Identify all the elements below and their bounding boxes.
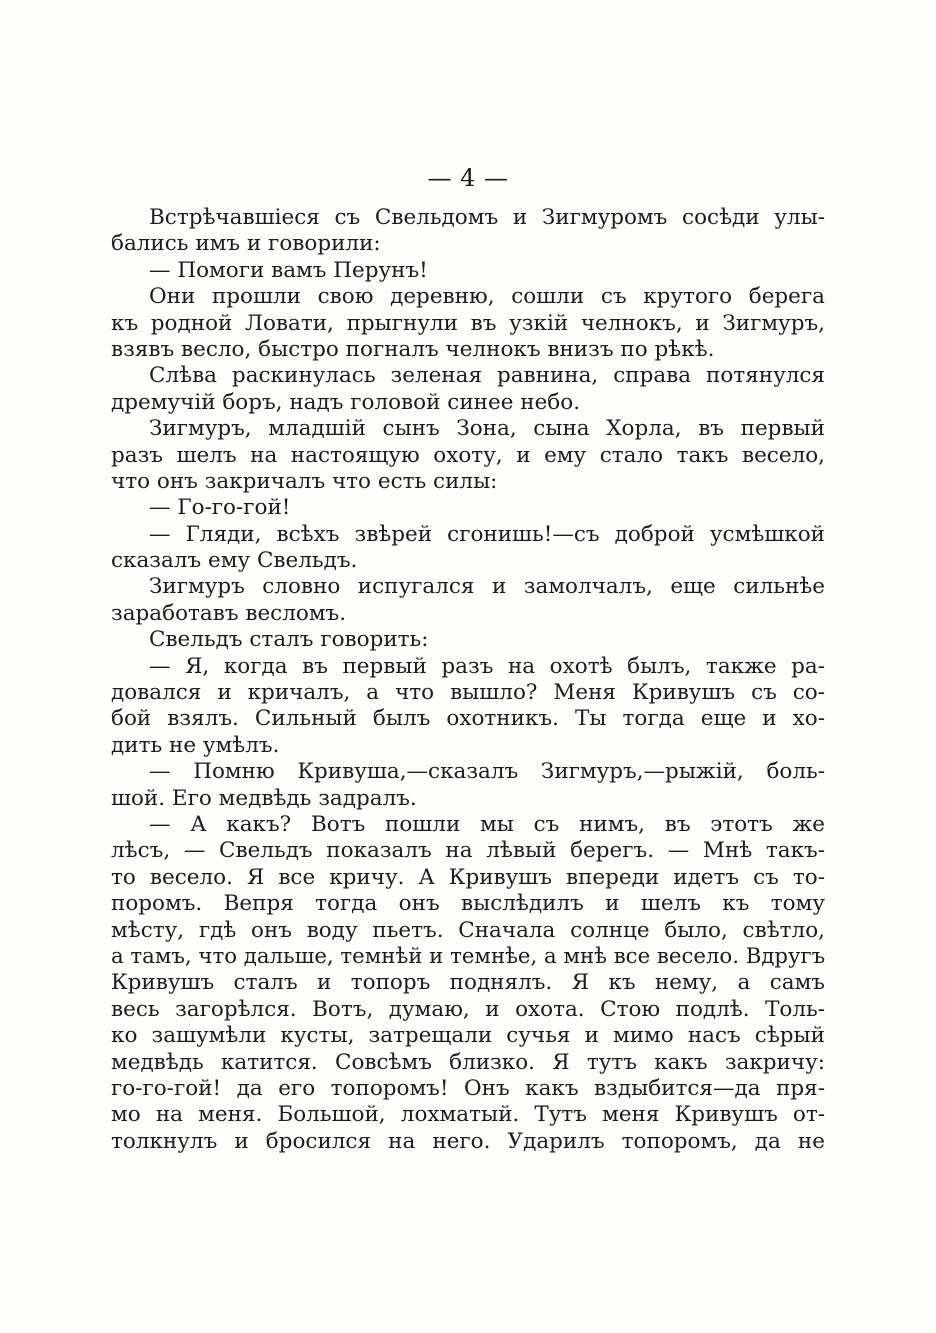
text-line: заработавъ весломъ. — [111, 600, 347, 626]
text-line: бались имъ и говорили: — [111, 231, 381, 257]
text-line: довался и кричалъ, а что вышло? Меня Кривушъ съ со- — [111, 680, 825, 706]
text-line: сказалъ ему Свельдъ. — [111, 548, 358, 574]
text-line: — Помню Кривуша,—сказалъ Зигмуръ,—рыжій, боль- — [149, 759, 825, 785]
text-line: медвѣдь катится. Совсѣмъ близко. Я тутъ какъ закричу: — [111, 1049, 825, 1075]
text-line: Встрѣчавшіеся съ Свельдомъ и Зигмуромъ сосѣди улы- — [149, 205, 825, 230]
text-line: — А какъ? Вотъ пошли мы съ нимъ, въ этотъ же — [149, 811, 825, 837]
text-line: что онъ закричалъ что есть силы: — [111, 468, 498, 494]
text-line: Зигмуръ словно испугался и замолчалъ, еще сильнѣе — [149, 574, 825, 600]
text-line: весь загорѣлся. Вотъ, думаю, и охота. Стою подлѣ. Толь- — [111, 996, 825, 1022]
text-line: поромъ. Вепря тогда онъ выслѣдилъ и шелъ къ тому — [111, 891, 825, 917]
text-line: Кривушъ сталъ и топоръ поднялъ. Я къ нему, а самъ — [111, 970, 825, 996]
text-line: — Помоги вамъ Перунъ! — [149, 257, 428, 283]
text-line: взявъ весло, быстро погналъ челнокъ внизъ по рѣкѣ. — [111, 336, 715, 362]
text-line: бой взялъ. Сильный былъ охотникъ. Ты тогда еще и хо- — [111, 706, 825, 732]
text-line: Свельдъ сталъ говорить: — [149, 627, 429, 653]
text-line: разъ шелъ на настоящую охоту, и ему стало такъ весело, — [111, 442, 825, 468]
text-line: — Го-го-гой! — [149, 495, 291, 521]
text-line: Зигмуръ, младшій сынъ Зона, сына Хорла, въ первый — [149, 416, 825, 442]
text-line: ко зашумѣли кусты, затрещали сучья и мимо насъ сѣрый — [111, 1023, 825, 1049]
text-line: къ родной Ловати, прыгнули въ узкій челнокъ, и Зигмуръ, — [111, 310, 825, 336]
text-line: мо на меня. Большой, лохматый. Тутъ меня Кривушъ от- — [111, 1102, 825, 1128]
text-line: — Гляди, всѣхъ звѣрей сгонишь!—съ доброй усмѣшкой — [149, 521, 825, 547]
text-line: шой. Его медвѣдь задралъ. — [111, 785, 417, 811]
text-line: то весело. Я все кричу. А Кривушъ впереди идетъ съ то- — [111, 864, 825, 890]
text-line: мѣсту, гдѣ онъ воду пьетъ. Сначала солнце было, свѣтло, — [111, 917, 825, 943]
text-line: дить не умѣлъ. — [111, 732, 280, 758]
text-line: го-го-гой! да его топоромъ! Онъ какъ вздыбится—да пря- — [111, 1075, 825, 1101]
text-line: — Я, когда въ первый разъ на охотѣ былъ, также ра- — [149, 653, 825, 679]
text-line: лѣсъ, — Свельдъ показалъ на лѣвый берегъ. — Мнѣ такъ- — [111, 838, 825, 864]
text-line: дремучій боръ, надъ головой синее небо. — [111, 389, 581, 415]
body-text — [111, 205, 825, 1155]
page-number: — 4 — — [427, 164, 509, 192]
text-line: Они прошли свою деревню, сошли съ крутого берега — [149, 284, 825, 310]
text-line: Слѣва раскинулась зеленая равнина, справа потянулся — [149, 363, 825, 389]
text-line: толкнулъ и бросился на него. Ударилъ топоромъ, да не — [111, 1128, 825, 1154]
text-line: а тамъ, что дальше, темнѣй и темнѣе, а мнѣ все весело. Вдругъ — [111, 943, 826, 969]
